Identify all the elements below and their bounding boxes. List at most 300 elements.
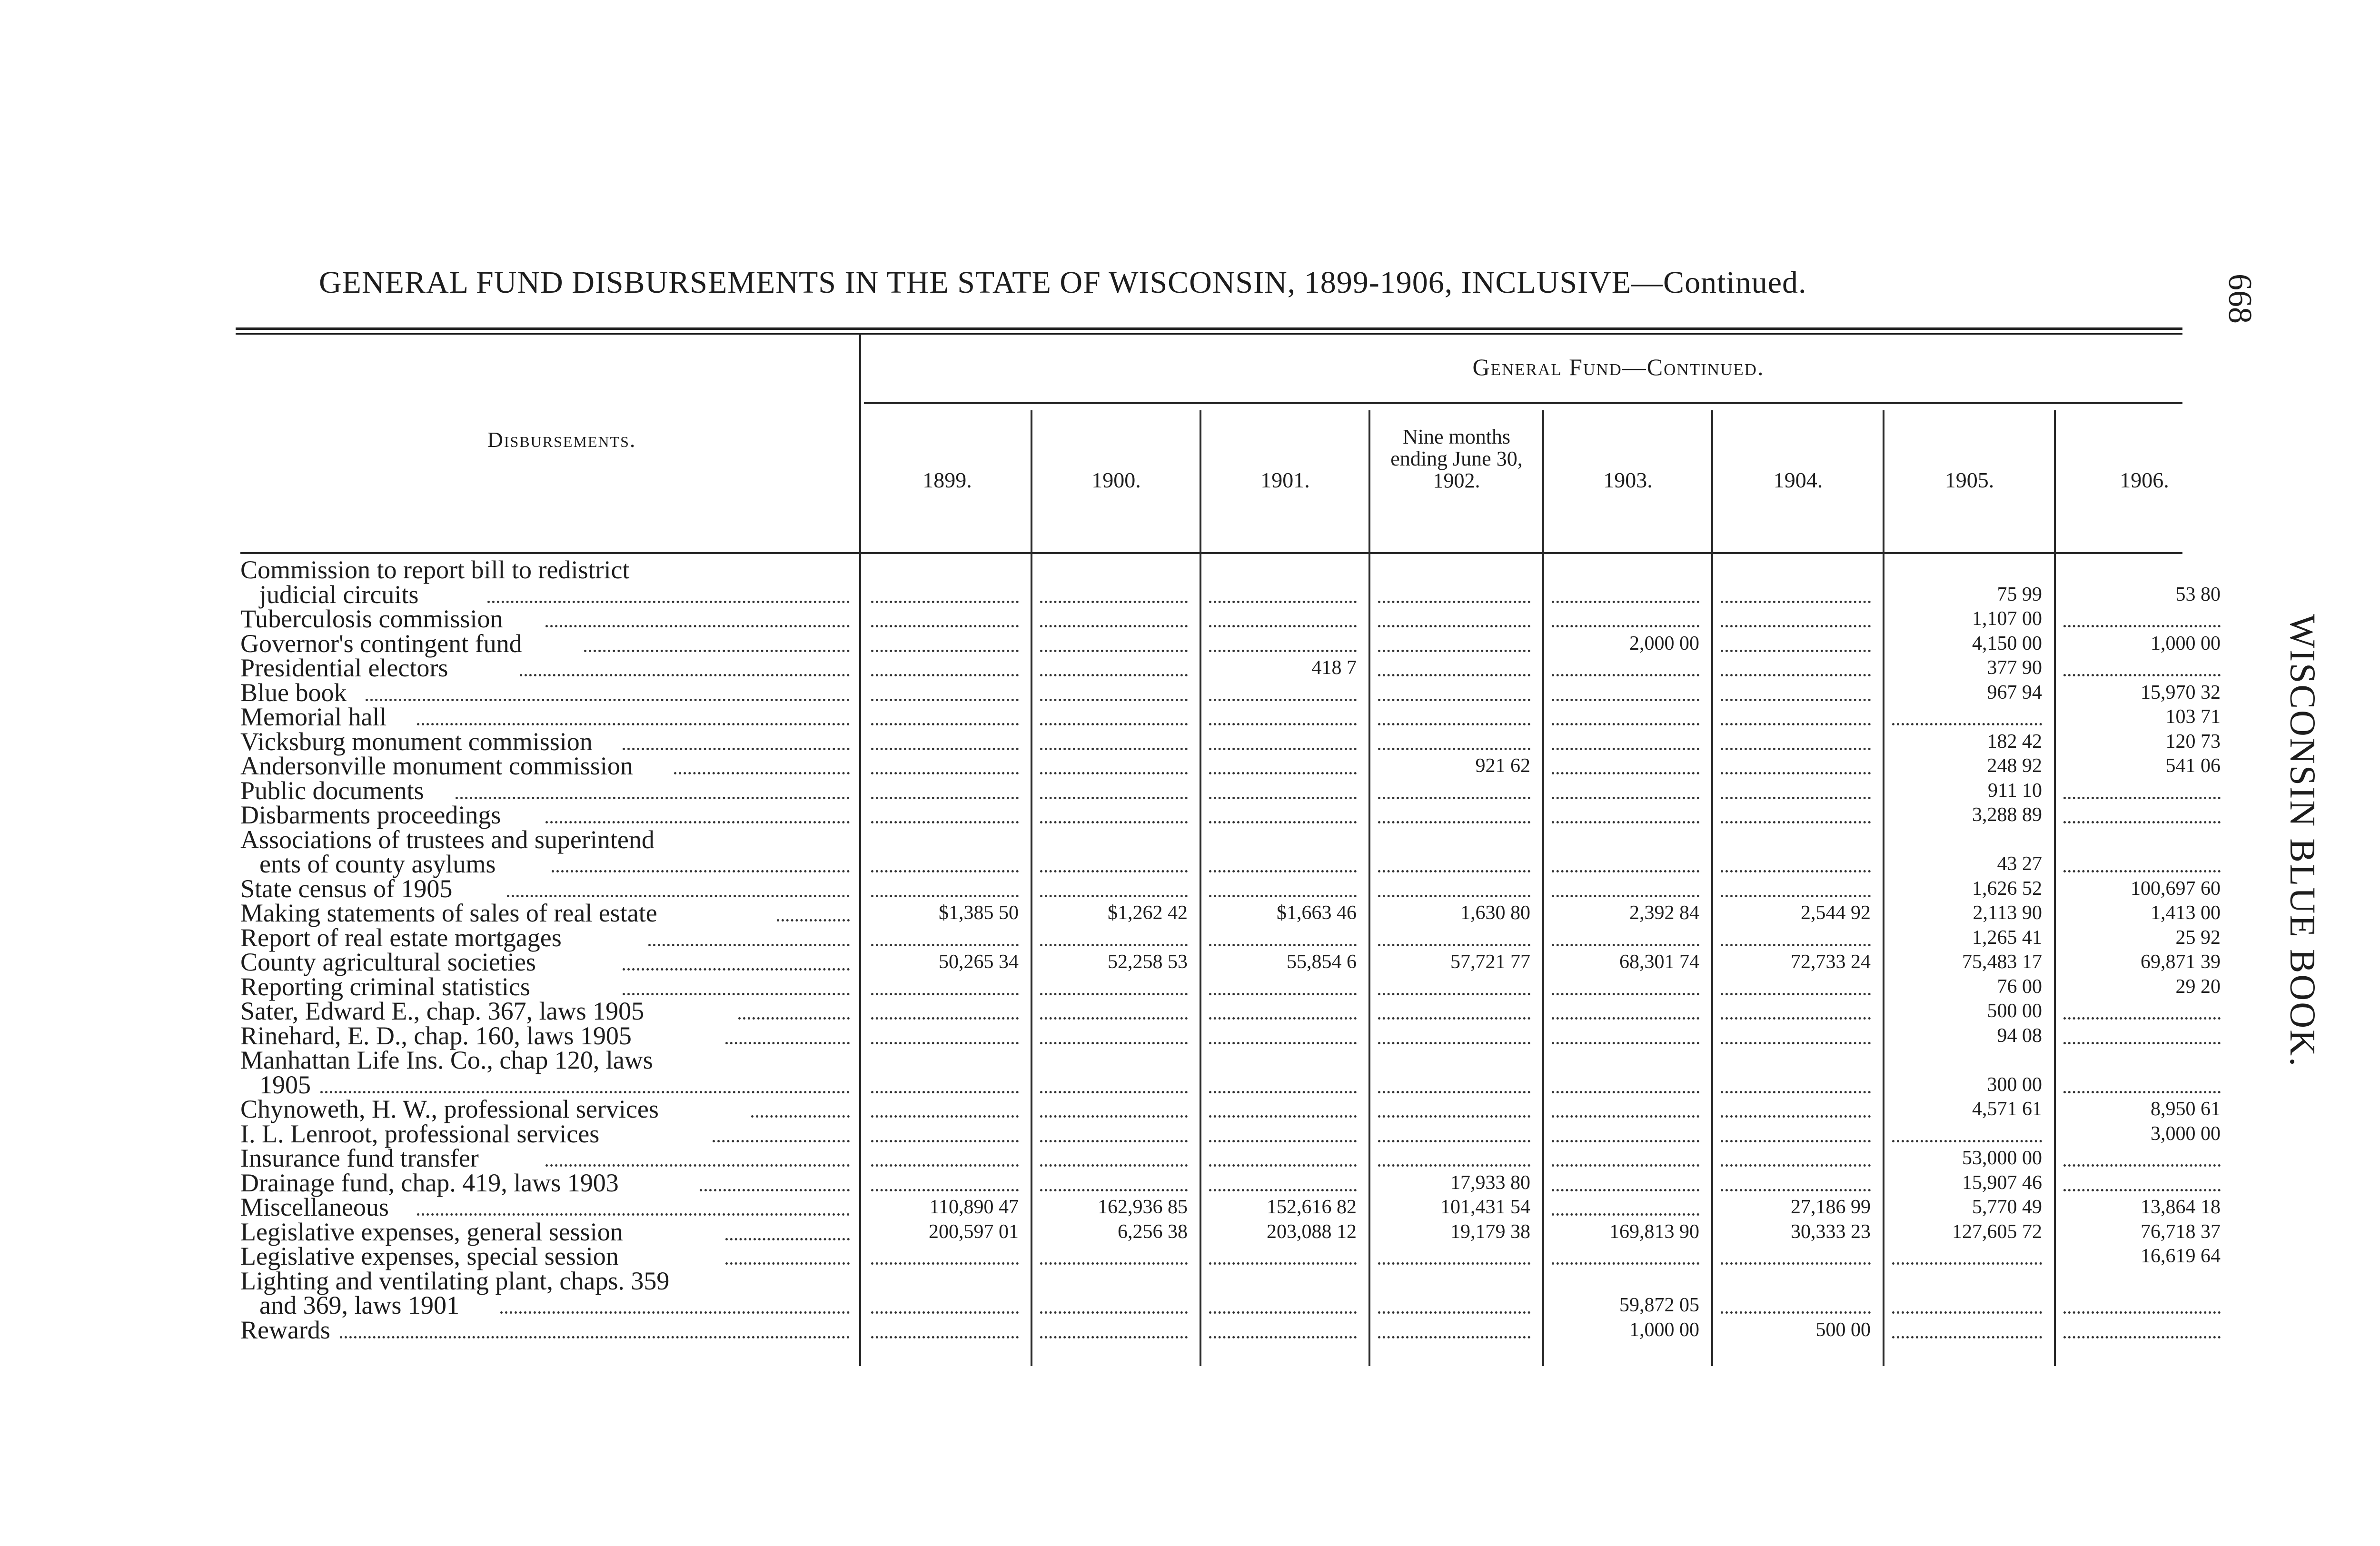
empty-cell-dots xyxy=(1378,944,1530,946)
table-cell: 200,597 01 xyxy=(929,1220,1019,1243)
empty-cell-dots xyxy=(1552,748,1699,750)
empty-cell-dots xyxy=(1721,772,1871,774)
table-cell: 2,113 90 xyxy=(1973,902,2042,924)
page-title: GENERAL FUND DISBURSEMENTS IN THE STATE OF WISCONSIN, 1899-1906, INCLUSIVE—Continued. xyxy=(319,265,1807,300)
empty-cell-dots xyxy=(1040,1115,1188,1118)
empty-cell-dots xyxy=(1209,797,1357,799)
table-cell: 94 08 xyxy=(1997,1024,2042,1047)
empty-cell-dots xyxy=(1040,1189,1188,1191)
table-cell: 500 00 xyxy=(1987,1000,2042,1022)
row-label: Blue book xyxy=(240,678,347,707)
table-cell: 377 90 xyxy=(1987,657,2042,679)
row-label: County agricultural societies xyxy=(240,948,536,976)
empty-cell-dots xyxy=(1040,944,1188,946)
empty-cell-dots xyxy=(1378,1091,1530,1093)
empty-cell-dots xyxy=(1721,1311,1871,1314)
empty-cell-dots xyxy=(1552,1164,1699,1167)
table-cell: $1,262 42 xyxy=(1108,902,1188,924)
empty-cell-dots xyxy=(1721,1042,1871,1044)
table-cell: 19,179 38 xyxy=(1450,1220,1530,1243)
empty-cell-dots xyxy=(1209,895,1357,897)
leader-dots xyxy=(700,1189,850,1191)
table-cell: 2,392 84 xyxy=(1629,902,1699,924)
table-cell: 120 73 xyxy=(2165,730,2221,753)
empty-cell-dots xyxy=(871,1017,1019,1020)
empty-cell-dots xyxy=(871,944,1019,946)
row-label: Tuberculosis commission xyxy=(240,605,503,633)
empty-cell-dots xyxy=(1040,1262,1188,1265)
empty-cell-dots xyxy=(1378,650,1530,652)
empty-cell-dots xyxy=(1209,1164,1357,1167)
empty-cell-dots xyxy=(1892,1140,2042,1142)
empty-cell-dots xyxy=(1209,1336,1357,1338)
empty-cell-dots xyxy=(2063,674,2221,676)
empty-cell-dots xyxy=(1378,674,1530,676)
leader-dots xyxy=(487,601,850,603)
table-cell: 203,088 12 xyxy=(1267,1220,1357,1243)
empty-cell-dots xyxy=(1378,723,1530,725)
empty-cell-dots xyxy=(1209,699,1357,701)
empty-cell-dots xyxy=(871,1140,1019,1142)
empty-cell-dots xyxy=(1721,821,1871,823)
table-cell: 1,265 41 xyxy=(1972,926,2042,949)
column-header-1: 1899. xyxy=(922,468,972,492)
table-cell: 5,770 49 xyxy=(1972,1196,2042,1218)
table-cell: 76,718 37 xyxy=(2141,1220,2221,1243)
table-cell: 69,871 39 xyxy=(2141,951,2221,973)
column-header-3: 1901. xyxy=(1260,468,1310,492)
empty-cell-dots xyxy=(1209,1140,1357,1142)
empty-cell-dots xyxy=(871,1091,1019,1093)
leader-dots xyxy=(545,625,850,627)
table-cell: 53,000 00 xyxy=(1962,1147,2042,1169)
empty-cell-dots xyxy=(1721,944,1871,946)
row-label: Report of real estate mortgages xyxy=(240,923,562,952)
column-header-2: 1900. xyxy=(1091,468,1141,492)
table-cell: 911 10 xyxy=(1988,779,2042,802)
empty-cell-dots xyxy=(1040,674,1188,676)
table-cell: 53 80 xyxy=(2175,583,2221,605)
leader-dots xyxy=(674,772,850,774)
empty-cell-dots xyxy=(1378,601,1530,603)
empty-cell-dots xyxy=(871,821,1019,823)
empty-cell-dots xyxy=(1209,601,1357,603)
table-cell: 1,413 00 xyxy=(2151,902,2221,924)
empty-cell-dots xyxy=(1892,1262,2042,1265)
empty-cell-dots xyxy=(1721,1017,1871,1020)
empty-cell-dots xyxy=(871,625,1019,627)
empty-cell-dots xyxy=(1040,650,1188,652)
empty-cell-dots xyxy=(1721,1262,1871,1265)
empty-cell-dots xyxy=(2063,1311,2221,1314)
table-cell: 4,571 61 xyxy=(1972,1098,2042,1120)
empty-cell-dots xyxy=(1552,944,1699,946)
empty-cell-dots xyxy=(1378,993,1530,995)
empty-cell-dots xyxy=(1040,1336,1188,1338)
empty-cell-dots xyxy=(871,650,1019,652)
empty-cell-dots xyxy=(1378,1164,1530,1167)
table-cell: 182 42 xyxy=(1987,730,2042,753)
row-label: I. L. Lenroot, professional services xyxy=(240,1119,600,1148)
empty-cell-dots xyxy=(1552,1091,1699,1093)
row-label: Insurance fund transfer xyxy=(240,1144,479,1172)
empty-cell-dots xyxy=(1040,601,1188,603)
empty-cell-dots xyxy=(1378,1336,1530,1338)
empty-cell-dots xyxy=(1721,895,1871,897)
empty-cell-dots xyxy=(1040,625,1188,627)
empty-cell-dots xyxy=(871,1115,1019,1118)
empty-cell-dots xyxy=(1209,993,1357,995)
row-label: State census of 1905 xyxy=(240,874,453,903)
empty-cell-dots xyxy=(1209,1017,1357,1020)
table-cell: 17,933 80 xyxy=(1450,1171,1530,1194)
empty-cell-dots xyxy=(871,870,1019,872)
empty-cell-dots xyxy=(1209,1091,1357,1093)
table-cell: 418 7 xyxy=(1311,657,1357,679)
empty-cell-dots xyxy=(1040,797,1188,799)
table-cell: 57,721 77 xyxy=(1450,951,1530,973)
empty-cell-dots xyxy=(1209,625,1357,627)
top-rule-secondary xyxy=(236,333,2182,335)
empty-cell-dots xyxy=(1721,1140,1871,1142)
empty-cell-dots xyxy=(871,993,1019,995)
empty-cell-dots xyxy=(871,772,1019,774)
table-cell: 1,107 00 xyxy=(1972,608,2042,630)
column-divider-7 xyxy=(1883,410,1884,1366)
row-label: Vicksburg monument commission xyxy=(240,727,593,756)
empty-cell-dots xyxy=(1378,625,1530,627)
empty-cell-dots xyxy=(1040,821,1188,823)
table-cell: $1,663 46 xyxy=(1277,902,1357,924)
group-header-cell: General Fund—Continued. xyxy=(1472,354,1765,380)
table-cell: 1,000 00 xyxy=(1629,1318,1699,1341)
row-label: Memorial hall xyxy=(240,703,387,731)
empty-cell-dots xyxy=(1209,1115,1357,1118)
table-cell: 110,890 47 xyxy=(929,1196,1019,1218)
empty-cell-dots xyxy=(2063,625,2221,627)
empty-cell-dots xyxy=(1552,797,1699,799)
empty-cell-dots xyxy=(1721,674,1871,676)
empty-cell-dots xyxy=(871,1262,1019,1265)
empty-cell-dots xyxy=(1378,895,1530,897)
table-cell: 541 06 xyxy=(2165,755,2221,777)
table-cell: 75 99 xyxy=(1997,583,2042,605)
empty-cell-dots xyxy=(1552,601,1699,603)
empty-cell-dots xyxy=(1552,625,1699,627)
column-divider-2 xyxy=(1031,410,1032,1366)
empty-cell-dots xyxy=(1040,699,1188,701)
empty-cell-dots xyxy=(1721,650,1871,652)
empty-cell-dots xyxy=(1721,699,1871,701)
running-title: WISCONSIN BLUE BOOK. xyxy=(2282,614,2322,1068)
empty-cell-dots xyxy=(2063,1042,2221,1044)
empty-cell-dots xyxy=(871,601,1019,603)
row-label: Commission to report bill to redistrict xyxy=(240,555,630,584)
empty-cell-dots xyxy=(1552,1262,1699,1265)
table-cell: 52,258 53 xyxy=(1108,951,1188,973)
table-cell: 3,000 00 xyxy=(2151,1122,2221,1145)
empty-cell-dots xyxy=(1378,797,1530,799)
group-header-rule xyxy=(864,402,2182,404)
empty-cell-dots xyxy=(1040,993,1188,995)
table-cell: 127,605 72 xyxy=(1952,1220,2042,1243)
page-number: 668 xyxy=(2221,274,2258,324)
column-header-5: 1903. xyxy=(1603,468,1653,492)
row-label: Presidential electors xyxy=(240,654,448,682)
row-label: ents of county asylums xyxy=(259,850,496,878)
empty-cell-dots xyxy=(2063,1091,2221,1093)
empty-cell-dots xyxy=(1552,674,1699,676)
table-cell: 3,288 89 xyxy=(1972,804,2042,826)
empty-cell-dots xyxy=(1892,723,2042,725)
table-cell: 6,256 38 xyxy=(1118,1220,1188,1243)
table-cell: 50,265 34 xyxy=(939,951,1019,973)
table-cell: 55,854 6 xyxy=(1287,951,1357,973)
empty-cell-dots xyxy=(1040,1042,1188,1044)
empty-cell-dots xyxy=(1378,1262,1530,1265)
empty-cell-dots xyxy=(1209,870,1357,872)
table-cell: 162,936 85 xyxy=(1098,1196,1188,1218)
leader-dots xyxy=(725,1262,850,1265)
empty-cell-dots xyxy=(1552,699,1699,701)
empty-cell-dots xyxy=(1040,748,1188,750)
leader-dots xyxy=(366,699,850,701)
table-cell: $1,385 50 xyxy=(939,902,1019,924)
table-cell: 75,483 17 xyxy=(1962,951,2042,973)
column-header-bottom-rule xyxy=(240,552,2182,554)
table-cell: 16,619 64 xyxy=(2141,1245,2221,1267)
empty-cell-dots xyxy=(1721,1164,1871,1167)
empty-cell-dots xyxy=(1040,1140,1188,1142)
empty-cell-dots xyxy=(1721,723,1871,725)
table-cell: 72,733 24 xyxy=(1791,951,1871,973)
table-cell: 13,864 18 xyxy=(2141,1196,2221,1218)
empty-cell-dots xyxy=(1552,1213,1699,1216)
leader-dots xyxy=(552,870,850,872)
empty-cell-dots xyxy=(1209,821,1357,823)
table-cell: 921 62 xyxy=(1475,755,1530,777)
empty-cell-dots xyxy=(2063,1189,2221,1191)
row-label: Andersonville monument commission xyxy=(240,752,633,780)
empty-cell-dots xyxy=(1552,1017,1699,1020)
leader-dots xyxy=(545,821,850,823)
empty-cell-dots xyxy=(1209,650,1357,652)
row-header-cell: Disbursements. xyxy=(487,427,636,452)
empty-cell-dots xyxy=(1040,723,1188,725)
empty-cell-dots xyxy=(1552,723,1699,725)
row-label: Rinehard, E. D., chap. 160, laws 1905 xyxy=(240,1021,632,1050)
empty-cell-dots xyxy=(1209,723,1357,725)
top-rule xyxy=(236,327,2182,330)
empty-cell-dots xyxy=(1552,870,1699,872)
empty-cell-dots xyxy=(2063,797,2221,799)
row-label: Legislative expenses, special session xyxy=(240,1242,619,1270)
leader-dots xyxy=(725,1042,850,1044)
table-cell: 30,333 23 xyxy=(1791,1220,1871,1243)
leader-dots xyxy=(500,1311,850,1314)
empty-cell-dots xyxy=(2063,821,2221,823)
row-label: Making statements of sales of real estate xyxy=(240,899,657,927)
empty-cell-dots xyxy=(1721,625,1871,627)
leader-dots xyxy=(417,723,850,725)
leader-dots xyxy=(340,1336,850,1338)
row-label: Associations of trustees and superintend xyxy=(240,825,654,854)
empty-cell-dots xyxy=(1378,1115,1530,1118)
empty-cell-dots xyxy=(1040,1091,1188,1093)
empty-cell-dots xyxy=(2063,870,2221,872)
empty-cell-dots xyxy=(1040,1164,1188,1167)
empty-cell-dots xyxy=(1209,748,1357,750)
table-cell: 1,630 80 xyxy=(1460,902,1530,924)
row-label: Public documents xyxy=(240,776,424,805)
table-cell: 59,872 05 xyxy=(1619,1294,1699,1316)
leader-dots xyxy=(623,993,850,995)
row-label: Drainage fund, chap. 419, laws 1903 xyxy=(240,1168,619,1197)
leader-dots xyxy=(623,968,850,971)
empty-cell-dots xyxy=(1552,1140,1699,1142)
empty-cell-dots xyxy=(1378,1140,1530,1142)
leader-dots xyxy=(648,944,850,946)
empty-cell-dots xyxy=(2063,1017,2221,1020)
leader-dots xyxy=(738,1017,850,1020)
empty-cell-dots xyxy=(1721,870,1871,872)
table-cell: 1,626 52 xyxy=(1972,877,2042,900)
table-cell: 967 94 xyxy=(1987,681,2042,704)
empty-cell-dots xyxy=(871,723,1019,725)
table-cell: 8,950 61 xyxy=(2151,1098,2221,1120)
empty-cell-dots xyxy=(1552,772,1699,774)
table-cell: 27,186 99 xyxy=(1791,1196,1871,1218)
leader-dots xyxy=(320,1091,850,1093)
table-cell: 169,813 90 xyxy=(1609,1220,1699,1243)
empty-cell-dots xyxy=(1552,895,1699,897)
table-cell: 68,301 74 xyxy=(1619,951,1699,973)
empty-cell-dots xyxy=(1209,1262,1357,1265)
column-divider-3 xyxy=(1200,410,1201,1366)
column-divider-5 xyxy=(1542,410,1544,1366)
row-label: Governor's contingent fund xyxy=(240,629,522,658)
empty-cell-dots xyxy=(1892,1311,2042,1314)
empty-cell-dots xyxy=(1040,772,1188,774)
row-label: Rewards xyxy=(240,1315,330,1344)
table-cell: 2,000 00 xyxy=(1629,632,1699,654)
empty-cell-dots xyxy=(1721,601,1871,603)
empty-cell-dots xyxy=(1040,1311,1188,1314)
empty-cell-dots xyxy=(871,797,1019,799)
row-label: Disbarments proceedings xyxy=(240,801,501,829)
empty-cell-dots xyxy=(1209,1042,1357,1044)
table-cell: 152,616 82 xyxy=(1267,1196,1357,1218)
row-label: Legislative expenses, general session xyxy=(240,1217,623,1246)
leader-dots xyxy=(777,919,850,922)
table-cell: 101,431 54 xyxy=(1440,1196,1530,1218)
empty-cell-dots xyxy=(1378,699,1530,701)
leader-dots xyxy=(456,797,850,799)
empty-cell-dots xyxy=(871,895,1019,897)
leader-dots xyxy=(713,1140,850,1142)
table-cell: 15,907 46 xyxy=(1962,1171,2042,1194)
row-label: and 369, laws 1901 xyxy=(259,1291,459,1319)
empty-cell-dots xyxy=(1209,772,1357,774)
column-header-4: Nine months ending June 30, 1902. xyxy=(1390,425,1523,493)
table-cell: 300 00 xyxy=(1987,1073,2042,1096)
empty-cell-dots xyxy=(1721,1115,1871,1118)
row-label: 1905 xyxy=(259,1070,311,1099)
column-divider-6 xyxy=(1711,410,1713,1366)
column-header-8: 1906. xyxy=(2120,468,2169,492)
row-label: judicial circuits xyxy=(259,580,419,609)
table-cell: 76 00 xyxy=(1997,975,2042,998)
empty-cell-dots xyxy=(871,1164,1019,1167)
empty-cell-dots xyxy=(1552,1189,1699,1191)
empty-cell-dots xyxy=(1721,1189,1871,1191)
table-cell: 43 27 xyxy=(1997,853,2042,875)
column-divider-1 xyxy=(859,333,861,1366)
leader-dots xyxy=(507,895,850,897)
empty-cell-dots xyxy=(1552,993,1699,995)
table-cell: 1,000 00 xyxy=(2151,632,2221,654)
leader-dots xyxy=(584,650,850,652)
empty-cell-dots xyxy=(1721,748,1871,750)
row-label: Sater, Edward E., chap. 367, laws 1905 xyxy=(240,997,645,1025)
leader-dots xyxy=(545,1164,850,1167)
row-label: Chynoweth, H. W., professional services xyxy=(240,1095,659,1123)
empty-cell-dots xyxy=(2063,1336,2221,1338)
empty-cell-dots xyxy=(1378,1042,1530,1044)
empty-cell-dots xyxy=(1209,944,1357,946)
column-divider-8 xyxy=(2054,410,2056,1366)
empty-cell-dots xyxy=(1721,1091,1871,1093)
table-cell: 500 00 xyxy=(1815,1318,1871,1341)
empty-cell-dots xyxy=(1378,1311,1530,1314)
leader-dots xyxy=(751,1115,850,1118)
leader-dots xyxy=(725,1238,850,1240)
empty-cell-dots xyxy=(871,674,1019,676)
table-cell: 248 92 xyxy=(1987,755,2042,777)
table-cell: 15,970 32 xyxy=(2141,681,2221,704)
table-cell: 25 92 xyxy=(2175,926,2221,949)
empty-cell-dots xyxy=(871,748,1019,750)
empty-cell-dots xyxy=(1552,1042,1699,1044)
empty-cell-dots xyxy=(1552,821,1699,823)
column-header-6: 1904. xyxy=(1773,468,1823,492)
empty-cell-dots xyxy=(1040,1017,1188,1020)
row-label: Reporting criminal statistics xyxy=(240,972,530,1001)
empty-cell-dots xyxy=(1378,1017,1530,1020)
table-cell: 4,150 00 xyxy=(1972,632,2042,654)
row-label: Miscellaneous xyxy=(240,1193,389,1221)
empty-cell-dots xyxy=(1378,821,1530,823)
empty-cell-dots xyxy=(1721,993,1871,995)
table-cell: 2,544 92 xyxy=(1801,902,1871,924)
column-header-7: 1905. xyxy=(1944,468,1994,492)
empty-cell-dots xyxy=(1378,870,1530,872)
empty-cell-dots xyxy=(1378,748,1530,750)
empty-cell-dots xyxy=(1209,1311,1357,1314)
empty-cell-dots xyxy=(871,699,1019,701)
empty-cell-dots xyxy=(1552,1115,1699,1118)
column-divider-4 xyxy=(1368,410,1370,1366)
empty-cell-dots xyxy=(1209,1189,1357,1191)
row-label: Lighting and ventilating plant, chaps. 359 xyxy=(240,1266,670,1295)
empty-cell-dots xyxy=(871,1042,1019,1044)
leader-dots xyxy=(623,748,850,750)
table-cell: 103 71 xyxy=(2165,706,2221,728)
row-label: Manhattan Life Ins. Co., chap 120, laws xyxy=(240,1046,653,1074)
leader-dots xyxy=(417,1213,850,1216)
empty-cell-dots xyxy=(1040,895,1188,897)
empty-cell-dots xyxy=(1721,797,1871,799)
